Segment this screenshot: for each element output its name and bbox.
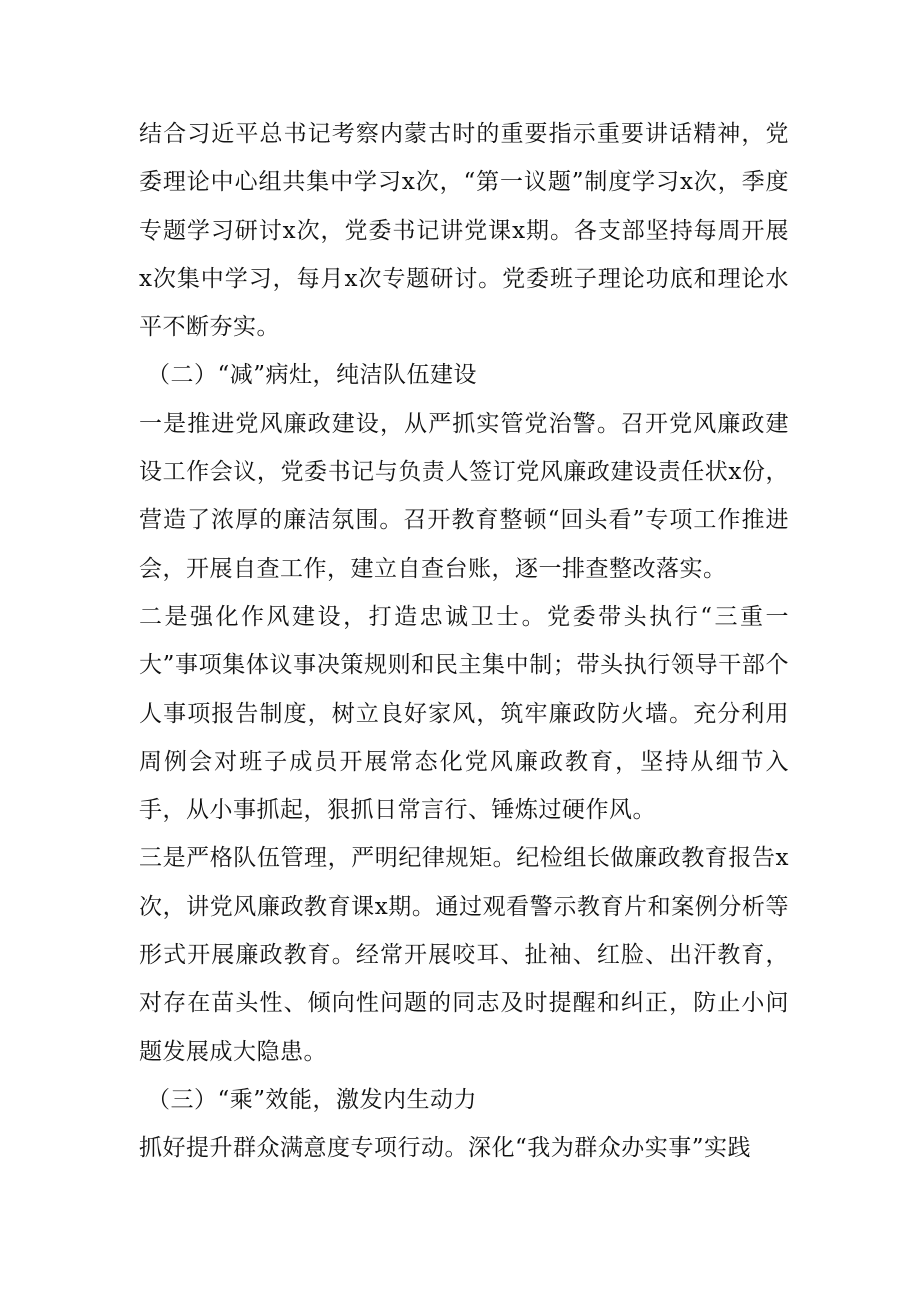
paragraph-section-2-item-3: 三是严格队伍管理，严明纪律规矩。纪检组长做廉政教育报告x次，讲党风廉政教育课x期。通过观看警示教育片和案例分析等形式开展廉政教育。经常开展咬耳、扯袖、红脸、出汗教育，对存在苗头性、倾向性问题的同志及时提醒和纠正，防止小问题发展成大隐患。: [139, 845, 789, 1065]
paragraph-section-2-item-1: 一是推进党风廉政建设，从严抓实管党治警。召开党风廉政建设工作会议，党委书记与负责人签订党风廉政建设责任状x份，营造了浓厚的廉洁氛围。召开教育整顿“回头看”专项工作推进会，开展自查工作，建立自查台账，逐一排查整改落实。: [139, 410, 789, 582]
paragraph-section-2-item-2: 二是强化作风建设，打造忠诚卫士。党委带头执行“三重一大”事项集体议事决策规则和民主集中制；带头执行领导干部个人事项报告制度，树立良好家风，筑牢廉政防火墙。充分利用周例会对班子成员开展常态化党风廉政教育，坚持从细节入手，从小事抓起，狠抓日常言行、锤炼过硬作风。: [139, 603, 789, 824]
document-body: [139, 110, 789, 1173]
section-heading-3: （三）“乘”效能，激发内生动力: [147, 1086, 478, 1113]
paragraph-intro-continued: 结合习近平总书记考察内蒙古时的重要指示重要讲话精神，党委理论中心组共集中学习x次，“第一议题”制度学习x次，季度专题学习研讨x次，党委书记讲党课x期。各支部坚持每周开展x次集中学习，每月x次专题研讨。党委班子理论功底和理论水平不断夯实。: [139, 121, 789, 341]
paragraph-section-3-item-1: 抓好提升群众满意度专项行动。深化“我为群众办实事”实践: [139, 1135, 752, 1162]
section-heading-2: （二）“减”病灶，纯洁队伍建设: [147, 362, 478, 389]
